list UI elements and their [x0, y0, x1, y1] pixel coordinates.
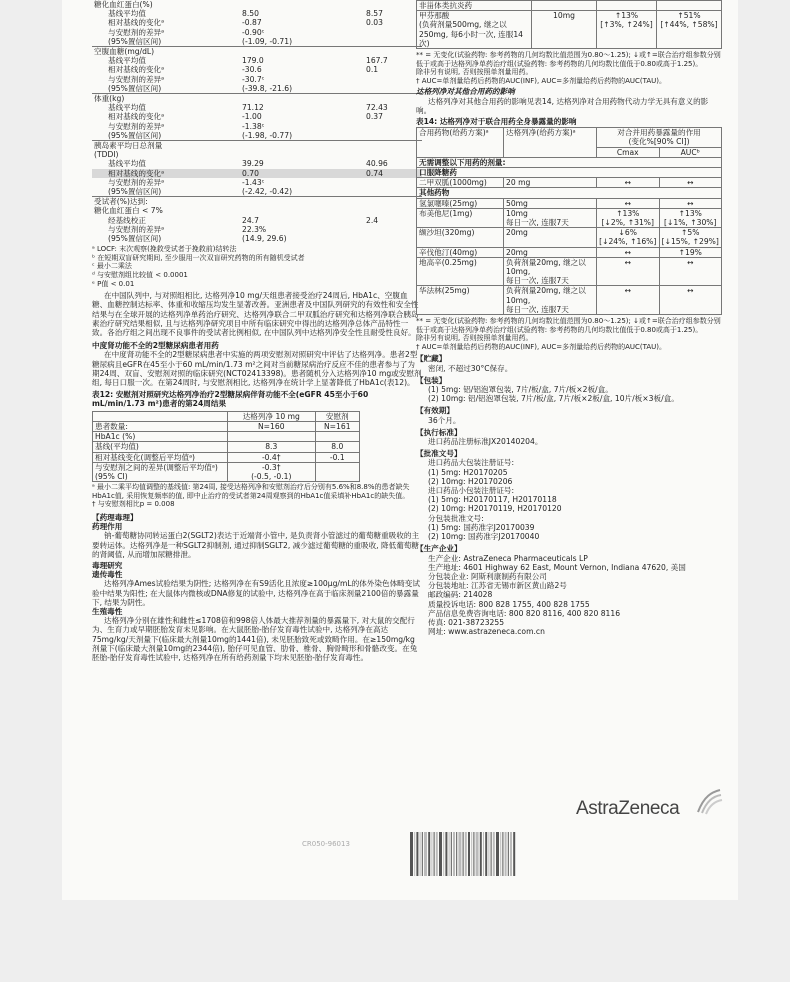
- table-row: [92, 141, 422, 151]
- value-dapagliflozin: [228, 0, 352, 9]
- storage-title: 【贮藏】: [416, 354, 447, 364]
- table-row: [92, 18, 422, 27]
- pharma-code-bar: [443, 832, 444, 876]
- maker-line: 网址: www.astrazeneca.com.cn: [428, 627, 545, 637]
- table-row: [92, 234, 422, 243]
- pharma-code-bar: [449, 832, 450, 876]
- table-cell: 负荷剂量20mg, 继之以10mg, 每日一次, 连服7天: [504, 257, 597, 286]
- value-dapagliflozin: [228, 197, 352, 207]
- value-placebo: [352, 47, 422, 57]
- table-cell: ↔: [597, 286, 660, 315]
- table-cell: ↔: [597, 198, 660, 208]
- table-cell: 布美他尼(1mg): [417, 208, 504, 227]
- row-label: 基线平均值: [108, 9, 146, 19]
- astrazeneca-logo: AstraZeneca: [576, 798, 680, 819]
- pharma-code-bar: [485, 832, 487, 876]
- value-placebo: [352, 234, 422, 243]
- value-dapagliflozin: [228, 141, 352, 151]
- table-cell: ↑51% [↑44%, ↑58%]: [656, 11, 721, 49]
- table-row: [417, 198, 722, 208]
- table-row: [92, 65, 422, 74]
- section-label: 口服降糖药: [417, 168, 722, 178]
- row-label: 相对基线的变化ᵃ: [108, 112, 165, 122]
- table-header-cell: 安慰剂: [315, 411, 359, 421]
- table-row: [417, 208, 722, 227]
- row-label: (95%置信区间): [108, 187, 162, 197]
- footnote: ᵇ 在短期双盲研究期间, 至少服用一次双盲研究药物的所有随机受试者: [92, 253, 305, 262]
- package-lines: [416, 385, 722, 403]
- row-label: 与安慰剂的差异ᵃ: [108, 177, 165, 187]
- pharma-code-bar: [428, 832, 430, 876]
- pharma-code-bar: [471, 832, 472, 876]
- pharma-code-bar: [502, 832, 503, 876]
- approval-line: (2) 10mg: H20170206: [428, 476, 513, 486]
- table-row: [92, 206, 422, 215]
- value-dapagliflozin: (-1.98, -0.77): [242, 130, 293, 140]
- approval-line: (1) 5mg: H20170117, H20170118: [428, 495, 557, 505]
- table-cell: 10mg 每日一次, 连服7天: [504, 208, 597, 227]
- pharma-code-bar: [510, 832, 512, 876]
- value-dapagliflozin: (-2.42, -0.42): [242, 187, 293, 197]
- pharma-code-bar: [491, 832, 492, 876]
- pharma-code-bar: [453, 832, 455, 876]
- table-row: [417, 257, 722, 286]
- pharma-code-bar: [422, 832, 423, 876]
- footnote: ᵃ LOCF: 末次观察(挽救受试者于挽救前)结转法: [92, 245, 237, 254]
- footnote: ᵈ 与安慰剂组比较值 < 0.0001: [92, 271, 188, 280]
- pharma-code-bar: [480, 832, 482, 876]
- value-dapagliflozin: [228, 94, 352, 104]
- table-cell: [656, 1, 721, 11]
- table-row: [92, 225, 422, 234]
- value-dapagliflozin: 71.12: [242, 103, 264, 113]
- tox-genotox-body: 达格列净Ames试验结果为阴性; 达格列净在有S9活化且浓度≥100μg/mL的体外染色体畸变试验中结果为阳性; 在大鼠体内微核或DNA修复的试验中, 达格列净在高于临床剂量2100倍的暴露量下, 结果为阴性。: [92, 579, 420, 607]
- table-row: [93, 442, 360, 452]
- value-placebo: 0.37: [366, 112, 383, 122]
- standard-body: 进口药品注册标准JX20140204。: [428, 437, 543, 447]
- pharma-code-bar: [456, 832, 457, 876]
- row-label: (TDDI): [94, 150, 119, 160]
- table-cell: 相对基线变化(调整后平均值ᵃ): [93, 452, 228, 462]
- approval-line: (2) 10mg: H20170119, H20170120: [428, 504, 562, 514]
- notes-a: [416, 51, 722, 85]
- pharma-code-bar: [473, 832, 474, 876]
- value-placebo: [352, 122, 422, 131]
- validity-body: 36个月。: [428, 415, 461, 425]
- pharma-code-bar: [424, 832, 427, 876]
- table-row: [92, 122, 422, 131]
- t14-head-effect: 对合并用药暴露量的作用 (变化%[90% CI]): [597, 128, 722, 147]
- table-cell: 50mg: [504, 198, 597, 208]
- table12: [92, 411, 360, 482]
- table-row: [93, 421, 360, 431]
- value-placebo: [352, 141, 422, 151]
- footnote: ᶜ 最小二乘法: [92, 262, 132, 271]
- value-dapagliflozin: -0.87: [242, 18, 262, 28]
- row-label: 与安慰剂的差异ᵃ: [108, 121, 165, 131]
- footnote: ᵉ P值 < 0.01: [92, 279, 135, 288]
- package-title: 【包装】: [416, 375, 447, 385]
- validity-title: 【有效期】: [416, 406, 454, 416]
- table-row: [93, 432, 360, 442]
- table-row: [92, 187, 422, 197]
- astrazeneca-symbol-icon: [694, 786, 724, 816]
- t14-head-drug: 合用药物(给药方案)ᵃ: [417, 128, 504, 158]
- tox-title: 毒理研究: [92, 560, 123, 570]
- table-cell: 负荷剂量20mg, 继之以10mg, 每日一次, 连服7天: [504, 286, 597, 315]
- value-dapagliflozin: 22.3%: [242, 224, 267, 234]
- table-cell: 氢氯噻嗪(25mg): [417, 198, 504, 208]
- table-cell: 辛伐他汀(40mg): [417, 247, 504, 257]
- value-dapagliflozin: [228, 206, 352, 215]
- row-label: 受试者(%)达到:: [92, 197, 228, 207]
- notes-b: [416, 317, 722, 351]
- storage-body: 密闭, 不超过30°C保存。: [428, 363, 513, 373]
- value-dapagliflozin: -30.7ᶜ: [242, 74, 265, 84]
- table-note: ᵃ 最小二乘平均值调整的基线值: 第24周, 接受达格列净和安慰剂治疗后分别有5.6%和8.8%的患者缺失HbA1c值, 采用恢复频率的值, 即中止治疗的受试者第24周观察到的HbA1c值采填补HbA1c的缺失值。: [92, 483, 410, 500]
- value-dapagliflozin: (-39.8, -21.6): [242, 83, 293, 93]
- value-placebo: [352, 150, 422, 159]
- table-row: [92, 169, 422, 178]
- maker-line: 产品信息免费咨询电话: 800 820 8116, 400 820 8116: [428, 608, 621, 618]
- table-row: [92, 216, 422, 225]
- pharma-code-bar: [439, 832, 442, 876]
- table-cell: -0.3† (-0.5, -0.1): [228, 462, 316, 481]
- pharma-code-bar: [414, 832, 415, 876]
- table-cell: ↓6% [↓24%, ↑16%]: [597, 228, 660, 247]
- value-dapagliflozin: -1.43ᶜ: [242, 177, 265, 187]
- table-cell: N=161: [315, 421, 359, 431]
- value-dapagliflozin: 179.0: [242, 56, 264, 66]
- maker-line: 质量投诉电话: 800 828 1755, 400 828 1755: [428, 599, 590, 609]
- value-placebo: 72.43: [366, 103, 388, 113]
- table-cell: 地高辛(0.25mg): [417, 257, 504, 286]
- right-column: [416, 0, 722, 636]
- table-row: [92, 84, 422, 94]
- leaflet-sheet: [62, 0, 738, 900]
- table-row: [92, 131, 422, 141]
- pharma-code-bar: [451, 832, 452, 876]
- table-cell: N=160: [228, 421, 316, 431]
- table-cell: ↔: [597, 257, 660, 286]
- pharma-code-bar: [513, 832, 515, 876]
- value-dapagliflozin: 24.7: [242, 215, 259, 225]
- approval-line: 进口药品小包装注册证号:: [428, 486, 515, 496]
- table-cell: ↑13% [↓1%, ↑30%]: [659, 208, 722, 227]
- value-dapagliflozin: 0.70: [228, 169, 352, 178]
- table-row: [417, 11, 722, 49]
- pharma-code-bar: [465, 832, 467, 876]
- note-line: ** = 无变化(试验药物: 参考药物的几何均数比值范围为0.80～1.25); ↓或↑=联合治疗组参数分别低于或高于达格列净单药治疗组(试验药物: 参考药物的几何均数比值低于0.80或高于1.25)。: [416, 317, 721, 334]
- maker-line: 分包装企业: 阿斯利康制药有限公司: [428, 571, 547, 581]
- tox-repro-title: 生殖毒性: [92, 606, 123, 616]
- value-placebo: [352, 37, 422, 47]
- pharma-code-bar: [420, 832, 421, 876]
- value-dapagliflozin: 8.50: [242, 9, 259, 19]
- table-cell: 二甲双胍(1000mg): [417, 178, 504, 188]
- approval-line: 进口药品大包装注册证号:: [428, 458, 515, 468]
- table-cell: 10mg: [532, 11, 597, 49]
- row-label: 空腹血糖(mg/dL): [92, 47, 228, 57]
- efficacy-table: [92, 0, 422, 243]
- pharma-code-bar: [431, 832, 432, 876]
- row-label: 基线平均值: [108, 103, 146, 113]
- value-dapagliflozin: -30.6: [242, 65, 262, 75]
- pharma-code-bar: [508, 832, 509, 876]
- value-dapagliflozin: -1.00: [242, 112, 262, 122]
- renal-section-body: 在中度肾功能不全的2型糖尿病患者中实施的两项安慰剂对照研究中评估了达格列净。患者2型糖尿病且eGFR在45至小于60 mL/min/1.73 m²之间对当前糖尿病治疗反应不佳的患者参与了为期24周、双盲、安慰剂对照的临床研究(NCT02413398)。患者随机分入达格列净10 mg或安慰剂组, 每日口服一次。在第24周时, 与安慰剂相比, 达格列净在统计学上显著降低了HbA1c(表12)。: [92, 350, 422, 388]
- table-header-cell: 达格列净 10 mg: [228, 411, 316, 421]
- approval-line: (1) 5mg: 国药准字J20170039: [428, 522, 535, 532]
- pharma-code-bar: [505, 832, 507, 876]
- pharm-title: 【药理毒理】: [92, 512, 138, 522]
- interaction-table-top: [416, 0, 722, 49]
- table-cell: ↑13% [↓2%, ↑31%]: [597, 208, 660, 227]
- value-dapagliflozin: [228, 47, 352, 57]
- pharma-code-bar: [483, 832, 484, 876]
- value-dapagliflozin: -1.38ᶜ: [242, 121, 265, 131]
- table-cell: -0.4†: [228, 452, 316, 462]
- table12-notes: [92, 483, 422, 509]
- value-placebo: 0.03: [366, 18, 383, 28]
- table-row: [92, 75, 422, 84]
- table14: [416, 127, 722, 315]
- table-row: [93, 462, 360, 481]
- t14-head-cmax: Cmax: [597, 147, 660, 157]
- row-label: 经基线校正: [108, 215, 146, 225]
- table-cell: -0.1: [315, 452, 359, 462]
- row-label: 糖化血红蛋白 < 7%: [94, 206, 163, 216]
- section-label: 其他药物: [417, 188, 722, 198]
- table-cell: [228, 432, 316, 442]
- value-placebo: [352, 75, 422, 84]
- table-cell: [315, 432, 359, 442]
- pharma-code-bar: [458, 832, 461, 876]
- value-placebo: 40.96: [366, 159, 388, 169]
- value-dapagliflozin: 39.29: [242, 159, 264, 169]
- row-label: (95%置信区间): [108, 130, 162, 140]
- table-cell: HbA1c (%): [93, 432, 228, 442]
- row-label: 基线平均值: [108, 159, 146, 169]
- maker-line: 生产企业: AstraZeneca Pharmaceuticals LP: [428, 553, 588, 563]
- table-header-cell: [93, 411, 228, 421]
- row-label: 与安慰剂的差异ᵃ: [108, 27, 165, 37]
- section-row: [417, 168, 722, 178]
- table-header-row: [93, 411, 360, 421]
- value-dapagliflozin: (-1.09, -0.71): [242, 36, 293, 46]
- maker-line: 邮政编码: 214028: [428, 590, 493, 600]
- section-label: 无需调整以下用药的剂量:: [417, 157, 722, 167]
- approval-line: (2) 10mg: 国药准字J20170040: [428, 532, 540, 542]
- maker-lines: [416, 554, 722, 637]
- pharma-code-bar: [436, 832, 438, 876]
- table-cell: 华法林(25mg): [417, 286, 504, 315]
- value-placebo: 167.7: [366, 56, 388, 66]
- pharma-code-bar: [493, 832, 495, 876]
- package-line: (1) 5mg: 铝/铝泡罩包装, 7片/板/盒, 7片/板×2板/盒。: [428, 385, 613, 395]
- table-row: [417, 286, 722, 315]
- row-label: 糖化血红蛋白(%): [94, 0, 153, 9]
- left-column: [92, 0, 422, 662]
- table-cell: ↔: [597, 178, 660, 188]
- table-cell: ↔: [597, 247, 660, 257]
- table-cell: [532, 1, 597, 11]
- tox-repro-body: 达格列净分别在雄性和雌性≤1708倍和998倍人体最大推荐剂量的暴露量下, 对大鼠的交配行为、生育力或早期胚胎发育未见影响。在大鼠胚胎-胎仔发育毒性试验中, 达格列净在高达75mg/kg/天剂量下(临床最大剂量10mg的1441倍), 未见胚胎致死或致畸作用。在≥150mg/kg剂量下(临床最大剂量10mg的2344倍), 胎仔可见血管、肋骨、椎骨、胸骨畸形和骨骼改变。在兔胚胎-胎仔发育毒性试验中, 达格列净在所有给药剂量下均未见胚胎-胎仔发育毒性。: [92, 616, 418, 662]
- row-label: 基线平均值: [108, 56, 146, 66]
- table-row: [417, 1, 722, 11]
- pharma-code-bar: [434, 832, 435, 876]
- table-row: [92, 112, 422, 121]
- value-placebo: [352, 206, 422, 215]
- value-placebo: [352, 225, 422, 234]
- maker-line: 传真: 021-38723255: [428, 617, 505, 627]
- table14-title: 表14: 达格列净对于联合用药全身暴露量的影响: [416, 117, 577, 126]
- value-dapagliflozin: -0.90ᶜ: [242, 27, 265, 37]
- value-placebo: 8.57: [366, 9, 383, 19]
- value-placebo: [352, 131, 422, 141]
- table-cell: 20mg: [504, 247, 597, 257]
- table-cell: 20mg: [504, 228, 597, 247]
- table-row: [92, 37, 422, 47]
- pharma-code-bar: [496, 832, 499, 876]
- table-cell: ↔: [659, 198, 722, 208]
- table-row: [92, 94, 422, 104]
- row-label: (95%置信区间): [108, 83, 162, 93]
- maker-title: 【生产企业】: [416, 544, 462, 554]
- approval-line: (1) 5mg: H20170205: [428, 467, 508, 477]
- table-row: [92, 197, 422, 207]
- pharma-code-bar: [410, 832, 413, 876]
- table-cell: 甲芬那酸 (负荷剂量500mg, 继之以250mg, 每6小时一次, 连服14次): [417, 11, 532, 49]
- pharma-code-bar: [476, 832, 479, 876]
- note-line: † AUC=单剂量给药后药物的AUC(INF), AUC=多剂量给药后药物的AUC(TAU)。: [416, 76, 666, 85]
- effect-body: 达格列净对其他合用药的影响见表14, 达格列净对合用药物代动力学无具有意义的影响。: [416, 96, 709, 115]
- table12-title: 表12: 安慰剂对照研究达格列净治疗2型糖尿病伴肾功能不全(eGFR 45至小于60 mL/min/1.73 m²)患者的第24周结果: [92, 390, 369, 409]
- maker-line: 生产地址: 4601 Highway 62 East, Mount Vernon, Indiana 47620, 美国: [428, 562, 686, 572]
- row-label: 相对基线的变化ᵃ: [108, 65, 165, 75]
- t14-head-auc: AUCᵇ: [659, 147, 722, 157]
- value-placebo: [352, 187, 422, 197]
- value-placebo: [352, 197, 422, 207]
- table-cell: ↔: [659, 257, 722, 286]
- value-placebo: 0.1: [366, 65, 379, 75]
- table-cell: ↔: [659, 286, 722, 315]
- row-label: (95%置信区间): [108, 234, 162, 244]
- value-placebo: [352, 28, 422, 37]
- note-line: 除非另有说明, 否则按照单剂量用药。: [416, 334, 533, 343]
- pharma-code-icon: [408, 830, 518, 878]
- tox-genotox-title: 遗传毒性: [92, 570, 123, 580]
- table-row: [92, 28, 422, 37]
- table-note: † 与安慰剂相比p = 0.008: [92, 500, 175, 509]
- efficacy-footnotes: [92, 245, 422, 288]
- value-placebo: 0.74: [352, 169, 422, 178]
- approval-lines: [416, 458, 722, 541]
- table-cell: ↔: [659, 178, 722, 188]
- table-cell: 患者数量:: [93, 421, 228, 431]
- pharma-code-bar: [416, 832, 418, 876]
- table-cell: 缬沙坦(320mg): [417, 228, 504, 247]
- approval-title: 【批准文号】: [416, 449, 462, 459]
- table-row: [417, 228, 722, 247]
- table-cell: [315, 462, 359, 481]
- value-placebo: [352, 0, 422, 9]
- table-row: [92, 47, 422, 57]
- table-cell: 8.3: [228, 442, 316, 452]
- pharma-code-bar: [468, 832, 470, 876]
- table-cell: 基线(平均值): [93, 442, 228, 452]
- table-cell: [597, 1, 657, 11]
- maker-line: 分包装地址: 江苏省无锡市新区黄山路2号: [428, 581, 567, 591]
- table-row: [92, 0, 422, 9]
- table-cell: 非甾体类抗炎药: [417, 1, 532, 11]
- table-cell: 与安慰剂之间的差异(调整后平均值ᵃ) (95% CI): [93, 462, 228, 481]
- value-dapagliflozin: (14.9, 29.6): [242, 234, 287, 244]
- spine-code: CR050-96013: [302, 840, 350, 848]
- renal-section-title: 中度肾功能不全的2型糖尿病患者用药: [92, 341, 219, 351]
- approval-line: 分包装批准文号:: [428, 513, 484, 523]
- pharma-code-bar: [500, 832, 501, 876]
- pharma-code-bar: [445, 832, 447, 876]
- pharm-body: 钠-葡萄糖协同转运蛋白2(SGLT2)表达于近端肾小管中, 是负责肾小管滤过的葡萄糖重吸收的主要转运体。达格列净是一种SGLT2抑制剂, 通过抑制SGLT2, 减少滤过葡萄糖的重吸收, 降低葡萄糖的肾阈值, 从而增加尿糖排泄。: [92, 531, 420, 559]
- table-cell: 20 mg: [504, 178, 597, 188]
- pharma-code-bar: [463, 832, 464, 876]
- table-row: [417, 247, 722, 257]
- note-line: 除非另有说明, 否则按照单剂量用药。: [416, 68, 533, 77]
- row-label: 与安慰剂的差异ᵃ: [108, 224, 165, 234]
- value-placebo: [352, 84, 422, 94]
- table-row: [93, 452, 360, 462]
- effect-title: 达格列净对其他合用药的影响: [416, 87, 515, 97]
- table-row: [417, 178, 722, 188]
- section-row: [417, 157, 722, 167]
- standard-title: 【执行标准】: [416, 427, 462, 437]
- t14-head-dose: 达格列净(给药方案)ᵃ: [504, 128, 597, 158]
- value-dapagliflozin: [228, 150, 352, 159]
- table-cell: ↑19%: [659, 247, 722, 257]
- package-line: (2) 10mg: 铝/铝泡罩包装, 7片/板/盒, 7片/板×2板/盒, 10片/板×3板/盒。: [428, 394, 679, 404]
- pharma-code-bar: [488, 832, 489, 876]
- row-label: (95%置信区间): [108, 36, 162, 46]
- table-row: [92, 159, 422, 168]
- row-label: 与安慰剂的差异ᵃ: [108, 74, 165, 84]
- table-cell: ↑13% [↑3%, ↑24%]: [597, 11, 657, 49]
- value-placebo: [352, 178, 422, 187]
- table-cell: ↑5% [↓15%, ↑29%]: [659, 228, 722, 247]
- value-placebo: 2.4: [366, 215, 379, 225]
- china-cohort-paragraph: 在中国队列中, 与对照组相比, 达格列净10 mg/天组患者接受治疗24周后, HbA1c、空腹血糖、血糖控制达标率、体重和收缩压均发生显著改善。亚洲患者及中国队列研究的有效性和安全性结果与在全球开展的达格列净单药治疗研究、达格列净联合二甲双胍治疗研究和达格列净联合胰岛素治疗研究结果相似, 且与达格列净研究项目中所有临床研究中得出的达格列净总体产品特性一致。各治疗组之间出现不良事件的受试者比例相似, 在中国队列中达格列净安全性且耐受性良好。: [92, 291, 419, 338]
- note-line: † AUC=单剂量给药后药物的AUC(INF), AUC=多剂量给药后药物的AUC(TAU)。: [416, 342, 666, 351]
- row-label: 相对基线的变化ᵃ: [92, 169, 228, 178]
- note-line: ** = 无变化(试验药物: 参考药物的几何均数比值范围为0.80～1.25); ↓或↑=联合治疗组参数分别低于或高于达格列净单药治疗组(试验药物: 参考药物的几何均数比值低于0.80或高于1.25)。: [416, 51, 721, 68]
- section-row: [417, 188, 722, 198]
- row-label: 相对基线的变化ᵃ: [108, 18, 165, 28]
- row-label: 体重(kg): [92, 94, 228, 104]
- value-placebo: [352, 94, 422, 104]
- row-label: 胰岛素平均日总剂量: [92, 141, 228, 151]
- table-row: [92, 178, 422, 187]
- table-cell: 8.0: [315, 442, 359, 452]
- pharm-subtitle: 药理作用: [92, 522, 123, 532]
